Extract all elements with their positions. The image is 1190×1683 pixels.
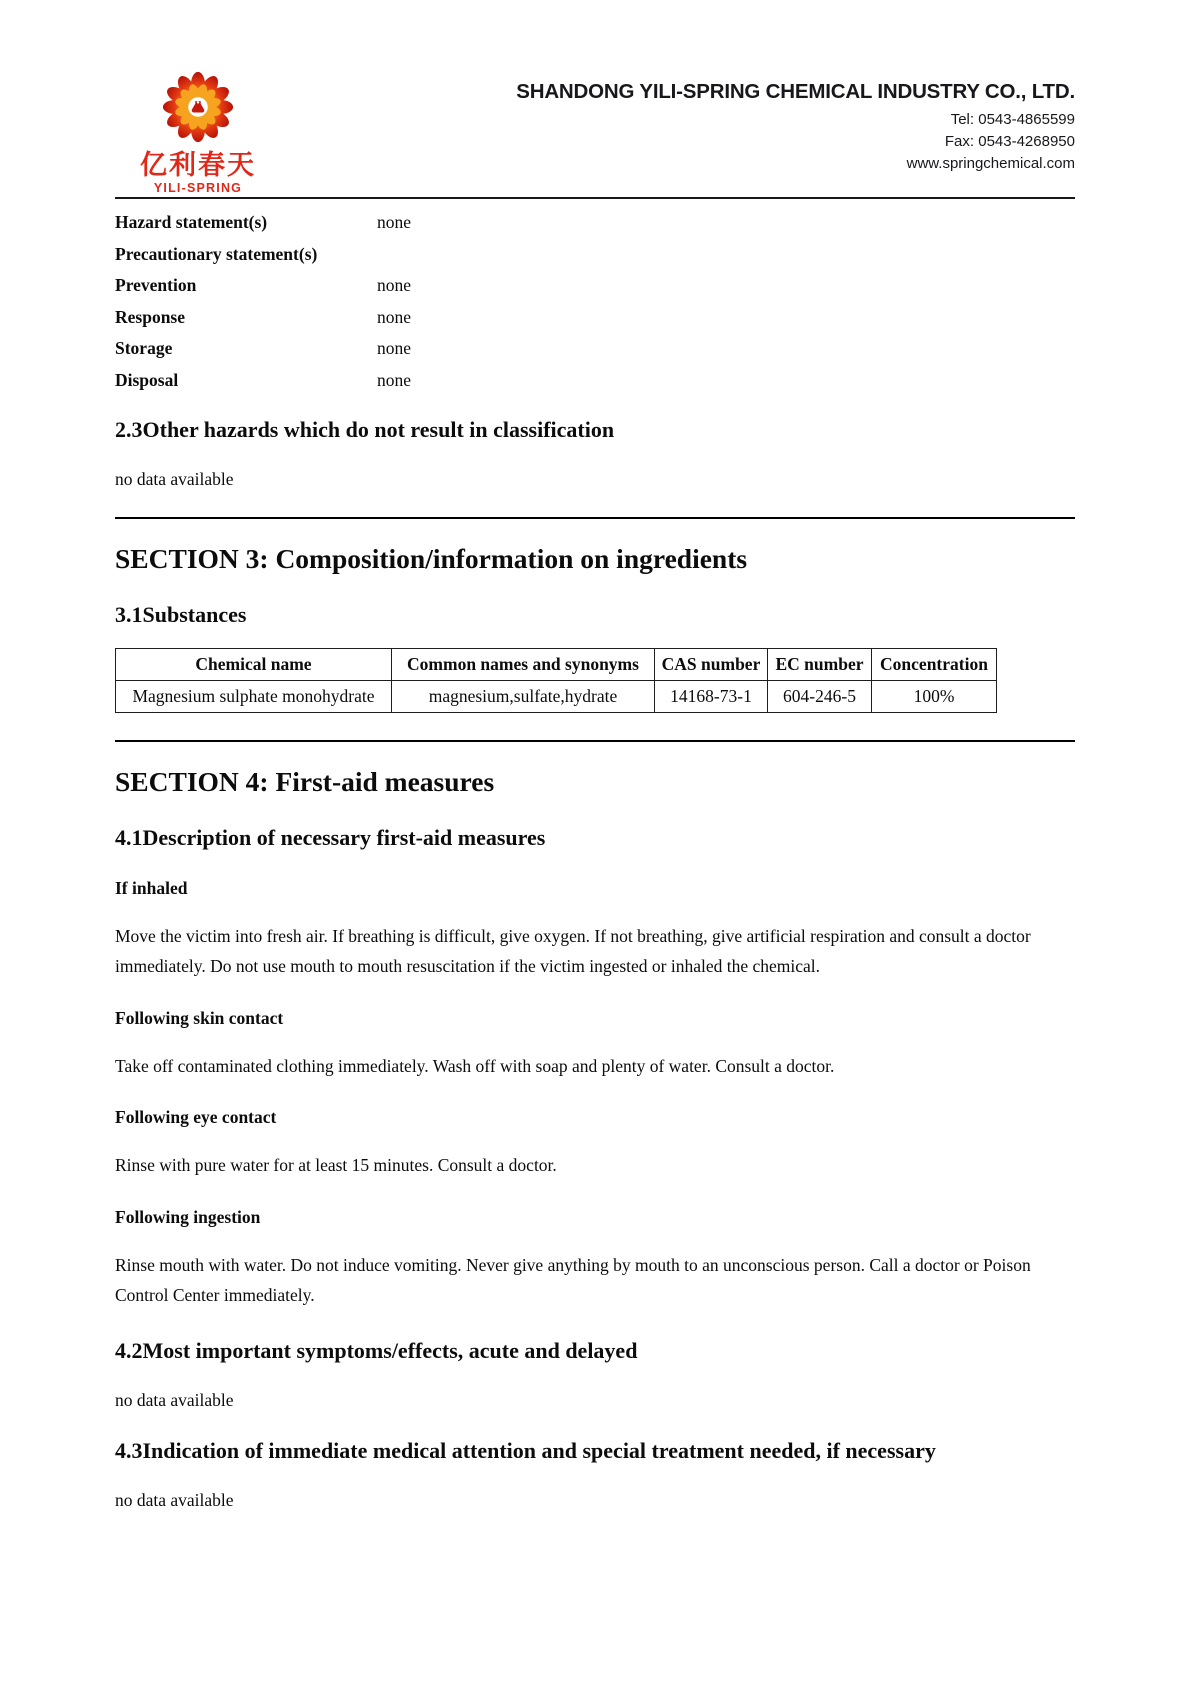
statement-label: Prevention	[115, 275, 197, 295]
column-header-ec-number: EC number	[768, 648, 872, 680]
cell-concentration: 100%	[872, 680, 997, 712]
first-aid-text-eye-contact: Rinse with pure water for at least 15 minutes. Consult a doctor.	[115, 1155, 557, 1175]
company-website: www.springchemical.com	[906, 155, 1075, 172]
cell-cas-number: 14168-73-1	[655, 680, 768, 712]
first-aid-text-ingestion: Rinse mouth with water. Do not induce vomiting. Never give anything by mouth to an unconscious person. Call a doctor or Poison Control Center immediately.	[115, 1254, 1031, 1305]
flower-logo-icon	[156, 68, 240, 146]
statement-label: Storage	[115, 338, 173, 358]
logo-text-chinese: 亿利春天	[140, 150, 256, 181]
first-aid-text-skin-contact: Take off contaminated clothing immediately. Wash off with soap and plenty of water. Consult a doctor.	[115, 1055, 835, 1076]
statement-value: none	[377, 275, 412, 295]
heading-2-3-other-hazards: 2.3Other hazards which do not result in classification	[115, 416, 615, 442]
column-header-concentration: Concentration	[872, 648, 997, 680]
first-aid-label-eye-contact: Following eye contact	[115, 1107, 277, 1127]
heading-section-4: SECTION 4: First-aid measures	[115, 765, 495, 797]
company-contact-block	[516, 109, 1075, 175]
statement-row	[115, 245, 1075, 264]
statement-label: Disposal	[115, 369, 179, 390]
company-tel: Tel: 0543-4865599	[950, 111, 1075, 128]
statement-row	[115, 371, 1075, 390]
page-header	[115, 68, 1075, 199]
cell-chemical-name: Magnesium sulphate monohydrate	[116, 680, 392, 712]
first-aid-label-ingestion: Following ingestion	[115, 1206, 261, 1227]
statement-value: none	[377, 338, 412, 358]
statement-value: none	[377, 306, 412, 327]
logo-text-english: YILI-SPRING	[153, 181, 243, 195]
section-2-3-body: no data available	[115, 468, 234, 489]
column-header-common-names: Common names and synonyms	[392, 648, 655, 680]
column-header-chemical-name: Chemical name	[116, 648, 392, 680]
section-4-3-body: no data available	[115, 1489, 234, 1510]
statement-label: Precautionary statement(s)	[115, 243, 318, 264]
statement-label: Hazard statement(s)	[115, 212, 268, 232]
heading-3-1-substances: 3.1Substances	[115, 601, 247, 627]
company-info-block	[516, 68, 1075, 175]
section-4-2-body: no data available	[115, 1389, 234, 1410]
company-name: SHANDONG YILI-SPRING CHEMICAL INDUSTRY CO., LTD.	[516, 80, 1075, 103]
cell-common-names: magnesium,sulfate,hydrate	[392, 680, 655, 712]
ingredients-table	[115, 648, 997, 713]
company-logo	[123, 68, 273, 195]
first-aid-text-if-inhaled: Move the victim into fresh air. If breathing is difficult, give oxygen. If not breathing, give artificial respiration and consult a doctor immediately. Do not use mouth to mouth resuscitation if the victim ingested or inhaled the chemical.	[115, 925, 1031, 976]
column-header-cas-number: CAS number	[655, 648, 768, 680]
first-aid-label-if-inhaled: If inhaled	[115, 877, 188, 898]
statement-row	[115, 276, 1075, 295]
statement-value: none	[377, 369, 412, 390]
statement-row	[115, 308, 1075, 327]
hazard-statements-list	[115, 213, 1075, 390]
heading-4-2-symptoms: 4.2Most important symptoms/effects, acute and delayed	[115, 1337, 638, 1363]
section-divider	[115, 740, 1075, 742]
statement-value: none	[377, 212, 412, 232]
company-fax: Fax: 0543-4268950	[944, 133, 1075, 150]
statement-row	[115, 339, 1075, 358]
section-divider	[115, 517, 1075, 519]
statement-row	[115, 213, 1075, 232]
table-header-row	[116, 648, 997, 680]
heading-section-3: SECTION 3: Composition/information on ingredients	[115, 542, 748, 574]
first-aid-label-skin-contact: Following skin contact	[115, 1007, 284, 1028]
cell-ec-number: 604-246-5	[768, 680, 872, 712]
table-row	[116, 680, 997, 712]
heading-4-1-description: 4.1Description of necessary first-aid measures	[115, 824, 546, 850]
statement-label: Response	[115, 306, 186, 327]
heading-4-3-medical-attention: 4.3Indication of immediate medical attention and special treatment needed, if necessary	[115, 1437, 936, 1463]
statement-value	[377, 245, 1075, 264]
